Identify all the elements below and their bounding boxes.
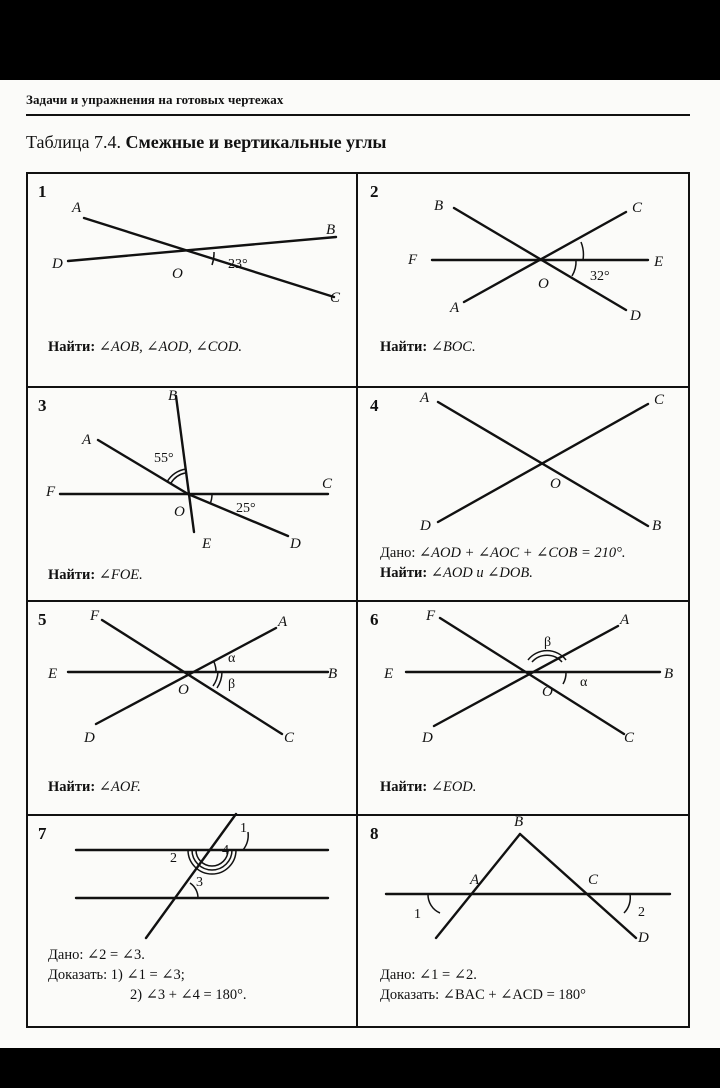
exercise-number: 5: [38, 610, 47, 629]
point-label-a: A: [420, 390, 430, 406]
task-value: ∠FOE.: [98, 567, 143, 583]
point-label-c: C: [284, 730, 295, 746]
task-label: Найти:: [380, 339, 428, 355]
point-label-b: B: [664, 666, 674, 682]
given-value: ∠2 = ∠3.: [87, 947, 145, 963]
angle-label-2: 2: [170, 851, 177, 866]
angle-label: 32°: [590, 269, 610, 284]
exercise-number: 1: [38, 182, 47, 201]
exercise-cell-7: [26, 814, 358, 1028]
task-value: ∠AOD и ∠DOB.: [430, 565, 533, 581]
point-label-e: E: [654, 254, 664, 270]
line-fc: [440, 618, 624, 734]
point-label-c: C: [330, 290, 341, 306]
task-text: [380, 564, 533, 583]
angle-label-3: 3: [196, 875, 203, 890]
line-fc: [102, 620, 282, 734]
point-label-d: D: [630, 308, 641, 324]
exercise-cell-2: [358, 172, 690, 386]
task-value: ∠AOF.: [98, 779, 141, 795]
given-value: ∠1 = ∠2.: [419, 967, 477, 983]
angle-label-alpha: α: [228, 651, 236, 666]
transversal: [146, 814, 236, 938]
point-label-d: D: [84, 730, 95, 746]
given-label: Дано:: [380, 967, 416, 983]
task-label: Найти:: [380, 779, 428, 795]
point-label-c: C: [588, 872, 599, 888]
exercise-number: 4: [370, 396, 379, 415]
point-label-o: O: [178, 682, 189, 698]
point-label-b: B: [326, 222, 336, 238]
task-value: ∠EOD.: [430, 779, 477, 795]
table-title-bold: Смежные и вертикальные углы: [125, 132, 387, 152]
point-label-b: B: [328, 666, 338, 682]
task-label: Найти:: [48, 567, 96, 583]
point-label-c: C: [322, 476, 333, 492]
exercise-number: 3: [38, 396, 47, 415]
angle-label-2: 2: [638, 905, 645, 920]
point-label-f: F: [90, 608, 100, 624]
given-label: Дано:: [380, 545, 416, 561]
task-label: Найти:: [48, 339, 96, 355]
angle-arc-32: [572, 260, 576, 276]
task-text: [48, 338, 242, 357]
angle-label-25: 25°: [236, 501, 256, 516]
exercise-grid: [26, 172, 690, 1028]
table-title-prefix: Таблица 7.4.: [26, 132, 121, 152]
prove-label: Доказать:: [380, 987, 440, 1003]
angle-label-beta: β: [544, 635, 552, 650]
point-label-d: D: [52, 256, 63, 272]
line-da: [434, 626, 618, 726]
angle-label-beta: β: [228, 677, 236, 692]
prove-text: [48, 966, 185, 985]
angle-arc-alpha: [563, 672, 566, 684]
exercise-number: 6: [370, 610, 379, 629]
exercise-cell-3: [26, 386, 358, 600]
point-label-a: A: [620, 612, 630, 628]
given-value: ∠AOD + ∠AOC + ∠COB = 210°.: [419, 545, 626, 561]
given-text: [380, 966, 477, 985]
point-label-b: B: [514, 814, 524, 830]
exercise-number: 2: [370, 182, 379, 201]
point-label-c: C: [624, 730, 635, 746]
point-label-e: E: [384, 666, 394, 682]
task-label: Найти:: [48, 779, 96, 795]
angle-label: 23°: [228, 257, 248, 272]
task-text: [48, 778, 141, 797]
given-label: Дано:: [48, 947, 84, 963]
point-label-a: A: [450, 300, 460, 316]
line-ac: [84, 218, 334, 297]
point-label-a: A: [72, 200, 82, 216]
point-label-e: E: [48, 666, 58, 682]
exercise-number: 8: [370, 824, 379, 843]
angle-arc-1: [428, 894, 440, 913]
point-label-a: A: [278, 614, 288, 630]
angle-label-1: 1: [414, 907, 421, 922]
given-text: [48, 946, 145, 965]
exercise-cell-6: [358, 600, 690, 814]
prove-value: ∠BAC + ∠ACD = 180°: [442, 987, 586, 1003]
exercise-cell-8: [358, 814, 690, 1028]
angle-arc-2: [624, 894, 630, 913]
point-label-o: O: [174, 504, 185, 520]
point-label-f: F: [46, 484, 56, 500]
point-label-o: O: [550, 476, 561, 492]
point-label-c: C: [654, 392, 665, 408]
prove-item-2: 2) ∠3 + ∠4 = 180°.: [130, 987, 247, 1003]
header-rule: [26, 114, 690, 116]
angle-arc-55: [167, 469, 186, 482]
exercise-cell-4: [358, 386, 690, 600]
point-label-f: F: [408, 252, 418, 268]
point-label-o: O: [538, 276, 549, 292]
point-label-d: D: [422, 730, 433, 746]
exercise-cell-1: [26, 172, 358, 386]
point-label-e: E: [202, 536, 212, 552]
task-text: [48, 566, 143, 585]
table-title: [26, 132, 386, 153]
angle-arc-beta: [213, 672, 218, 686]
point-label-b: B: [652, 518, 662, 534]
exercise-cell-5: [26, 600, 358, 814]
point-label-d: D: [638, 930, 649, 946]
line-db: [68, 237, 336, 261]
task-value: ∠BOC.: [430, 339, 476, 355]
prove-item-1: 1) ∠1 = ∠3;: [110, 967, 185, 983]
angle-label-4: 4: [222, 843, 229, 858]
angle-arc-cob: [581, 242, 583, 260]
exercise-number: 7: [38, 824, 47, 843]
prove-text: [380, 986, 586, 1005]
angle-label-1: 1: [240, 821, 247, 836]
point-label-f: F: [426, 608, 436, 624]
point-label-b: B: [434, 198, 444, 214]
prove-text-2: [130, 986, 247, 1005]
task-text: [380, 338, 476, 357]
point-label-b: B: [168, 388, 178, 404]
textbook-page: [0, 80, 720, 1048]
point-label-d: D: [290, 536, 301, 552]
angle-arc-alpha: [214, 662, 216, 672]
angle-label-55: 55°: [154, 451, 174, 466]
angle-arc-25: [210, 494, 212, 504]
task-value: ∠AOB, ∠AOD, ∠COD.: [98, 339, 243, 355]
ray-bd: [520, 834, 636, 938]
line-da: [96, 628, 276, 724]
section-header: Задачи и упражнения на готовых чертежах: [26, 92, 284, 107]
point-label-o: O: [542, 684, 553, 700]
task-label: Найти:: [380, 565, 428, 581]
angle-arc-beta: [532, 655, 562, 662]
ray-oa: [98, 440, 188, 494]
given-text: [380, 544, 626, 563]
prove-label: Доказать:: [48, 967, 108, 983]
task-text: [380, 778, 476, 797]
point-label-a: A: [470, 872, 480, 888]
point-label-o: O: [172, 266, 183, 282]
point-label-d: D: [420, 518, 431, 534]
point-label-a: A: [82, 432, 92, 448]
angle-label-alpha: α: [580, 675, 588, 690]
point-label-c: C: [632, 200, 643, 216]
